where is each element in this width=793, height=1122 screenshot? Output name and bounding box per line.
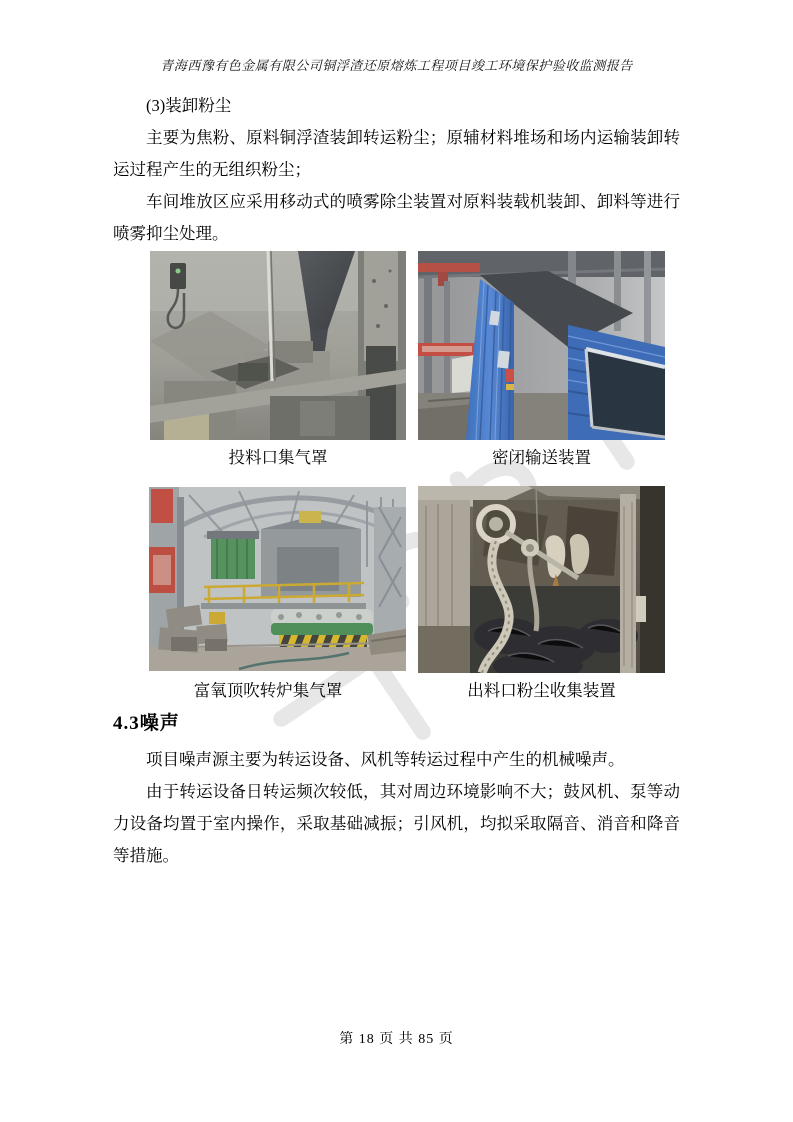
photo-feeding-port-hood (150, 251, 406, 440)
photo-caption-discharge-collector: 出料口粉尘收集装置 (467, 681, 616, 700)
page-header: 青海西豫有色金属有限公司铜浮渣还原熔炼工程项目竣工环境保护验收监测报告 (160, 58, 633, 73)
noise-section-text (113, 744, 680, 872)
paragraph-dust-title: (3)装卸粉尘 (146, 96, 232, 115)
photo-caption-enclosed-conveyor: 密闭输送装置 (492, 448, 591, 467)
photo-feeding-port-hood-image (150, 251, 406, 440)
photo-converter-gas-hood-image (149, 487, 406, 671)
page-number: 第 18 页 共 85 页 (339, 1032, 454, 1047)
paragraph-dust-sources: 主要为焦粉、原料铜浮渣装卸转运粉尘；原辅材料堆场和场内运输装卸转运过程产生的无组织粉尘； (113, 128, 680, 179)
paragraph-dust-control: 车间堆放区应采用移动式的喷雾除尘装置对原料装载机装卸、卸料等进行喷雾抑尘处理。 (113, 192, 680, 243)
photo-caption-feeding-port-hood: 投料口集气罩 (228, 448, 328, 467)
paragraph-noise-sources: 项目噪声源主要为转运设备、风机等转运过程中产生的机械噪声。 (146, 750, 625, 769)
photo-caption-converter-hood: 富氧顶吹转炉集气罩 (193, 681, 343, 700)
section-heading-noise: 4.3噪声 (113, 713, 180, 734)
photo-enclosed-conveyor (418, 251, 665, 440)
photo-discharge-dust-collector-image (418, 486, 665, 673)
dust-section-text (113, 90, 680, 250)
photo-enclosed-conveyor-image (418, 251, 665, 440)
photo-converter-gas-hood (149, 487, 406, 671)
paragraph-noise-mitigation: 由于转运设备日转运频次较低，其对周边环境影响不大；鼓风机、泵等动力设备均置于室内操作，采取基础减振；引风机，均拟采取隔音、消音和降音等措施。 (113, 782, 680, 865)
photo-discharge-dust-collector (418, 486, 665, 673)
